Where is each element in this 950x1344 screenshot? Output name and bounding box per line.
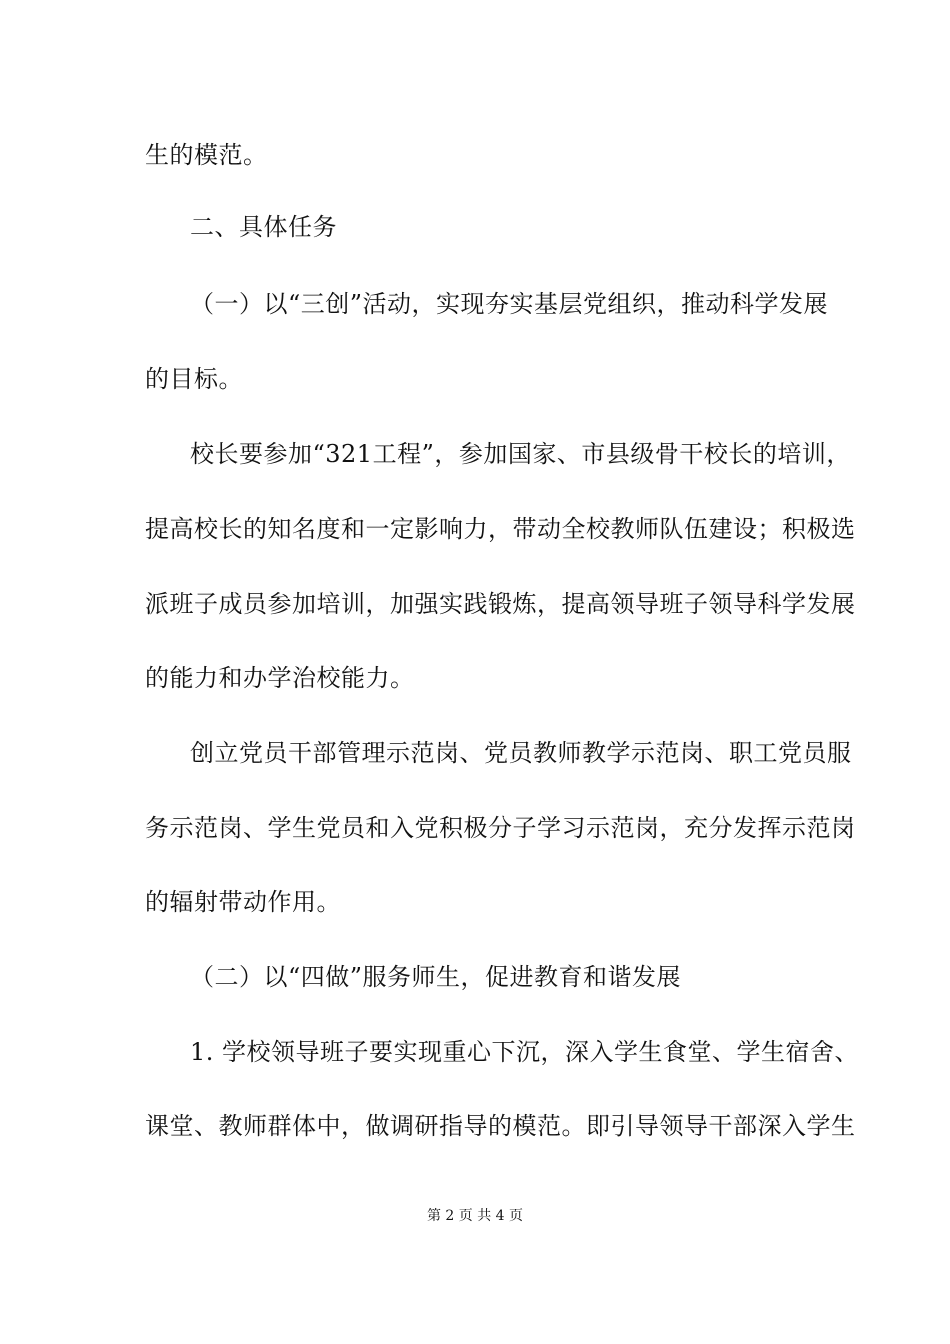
text-line-5: 校长要参加“321工程”，参加国家、市县级骨干校长的培训， bbox=[190, 440, 851, 468]
text-line-11: 的辐射带动作用。 bbox=[145, 888, 341, 916]
text-line-8: 的能力和办学治校能力。 bbox=[145, 664, 415, 692]
text-line-6: 提高校长的知名度和一定影响力，带动全校教师队伍建设；积极选 bbox=[145, 515, 856, 543]
page-number-label: 第 2 页 共 4 页 bbox=[426, 1208, 524, 1224]
text-line-1: 生的模范。 bbox=[145, 141, 268, 169]
text-line-14: 课堂、教师群体中，做调研指导的模范。即引导领导干部深入学生 bbox=[145, 1112, 856, 1140]
text-line-10: 务示范岗、学生党员和入党积极分子学习示范岗，充分发挥示范岗 bbox=[145, 814, 856, 842]
subsection-heading-1: （一）以“三创”活动，实现夯实基层党组织，推动科学发展 bbox=[190, 290, 829, 318]
text-line-9: 创立党员干部管理示范岗、党员教师教学示范岗、职工党员服 bbox=[190, 739, 852, 767]
page-footer bbox=[0, 1207, 950, 1225]
text-line-4: 的目标。 bbox=[145, 365, 243, 393]
text-line-13: 1. 学校领导班子要实现重心下沉，深入学生食堂、学生宿舍、 bbox=[190, 1038, 860, 1066]
text-line-7: 派班子成员参加培训，加强实践锻炼，提高领导班子领导科学发展 bbox=[145, 590, 856, 618]
subsection-heading-2: （二）以“四做”服务师生，促进教育和谐发展 bbox=[190, 963, 682, 991]
section-heading: 二、具体任务 bbox=[190, 213, 337, 241]
